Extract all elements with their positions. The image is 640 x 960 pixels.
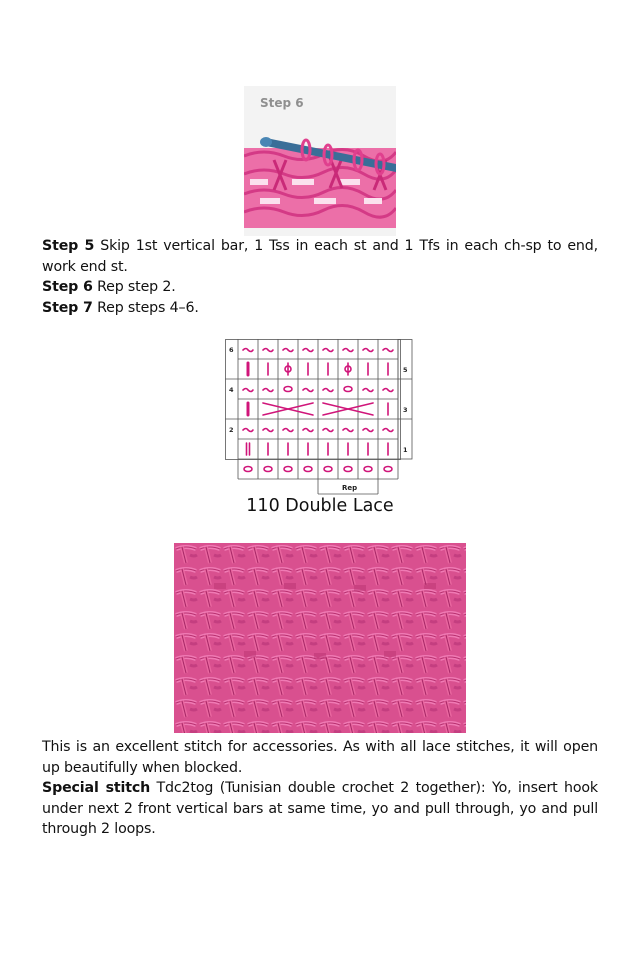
special-stitch-label: Special stitch: [42, 780, 151, 796]
stitch-chart: [225, 339, 415, 499]
step-7-text: Rep steps 4–6.: [92, 299, 199, 316]
instruction-step-7: [42, 298, 598, 319]
row-label-2: 2: [229, 426, 234, 434]
instruction-step-5: [42, 236, 598, 277]
step-photo-label: Step 6: [260, 96, 304, 110]
row-label-4: 4: [229, 386, 234, 394]
pattern-title: 110 Double Lace: [246, 496, 394, 516]
special-stitch-text: Tdc2tog (Tunisian double crochet 2 together): Yo, insert hook under next 2 front vertical bars at same time, yo and pull through, yo and pull through 2 loops.: [42, 780, 598, 837]
step-5-text: Skip 1st vertical bar, 1 Tss in each st and 1 Tfs in each ch-sp to end, work end st.: [42, 238, 598, 275]
step-6-label: Step 6: [42, 279, 93, 295]
stitch-chart-grid: [225, 339, 415, 499]
row-label-6: 6: [229, 346, 234, 354]
rep-label: Rep: [342, 484, 358, 492]
instruction-step-6: [42, 277, 598, 298]
description-intro: This is an excellent stitch for accessories. As with all lace stitches, it will open up beautifully when blocked.: [42, 739, 598, 776]
step-6-text: Rep step 2.: [92, 279, 176, 295]
crochet-hook-illustration: [244, 86, 396, 236]
step-5-label: Step 5: [42, 238, 95, 254]
row-label-5: 5: [403, 366, 408, 374]
step-7-label: Step 7: [42, 299, 93, 316]
step-6-photo: [244, 86, 396, 236]
row-label-1: 1: [403, 446, 408, 454]
special-stitch-paragraph: [42, 778, 598, 840]
stitch-swatch-photo: [174, 543, 466, 733]
swatch-texture: [174, 543, 466, 733]
row-label-3: 3: [403, 406, 408, 414]
